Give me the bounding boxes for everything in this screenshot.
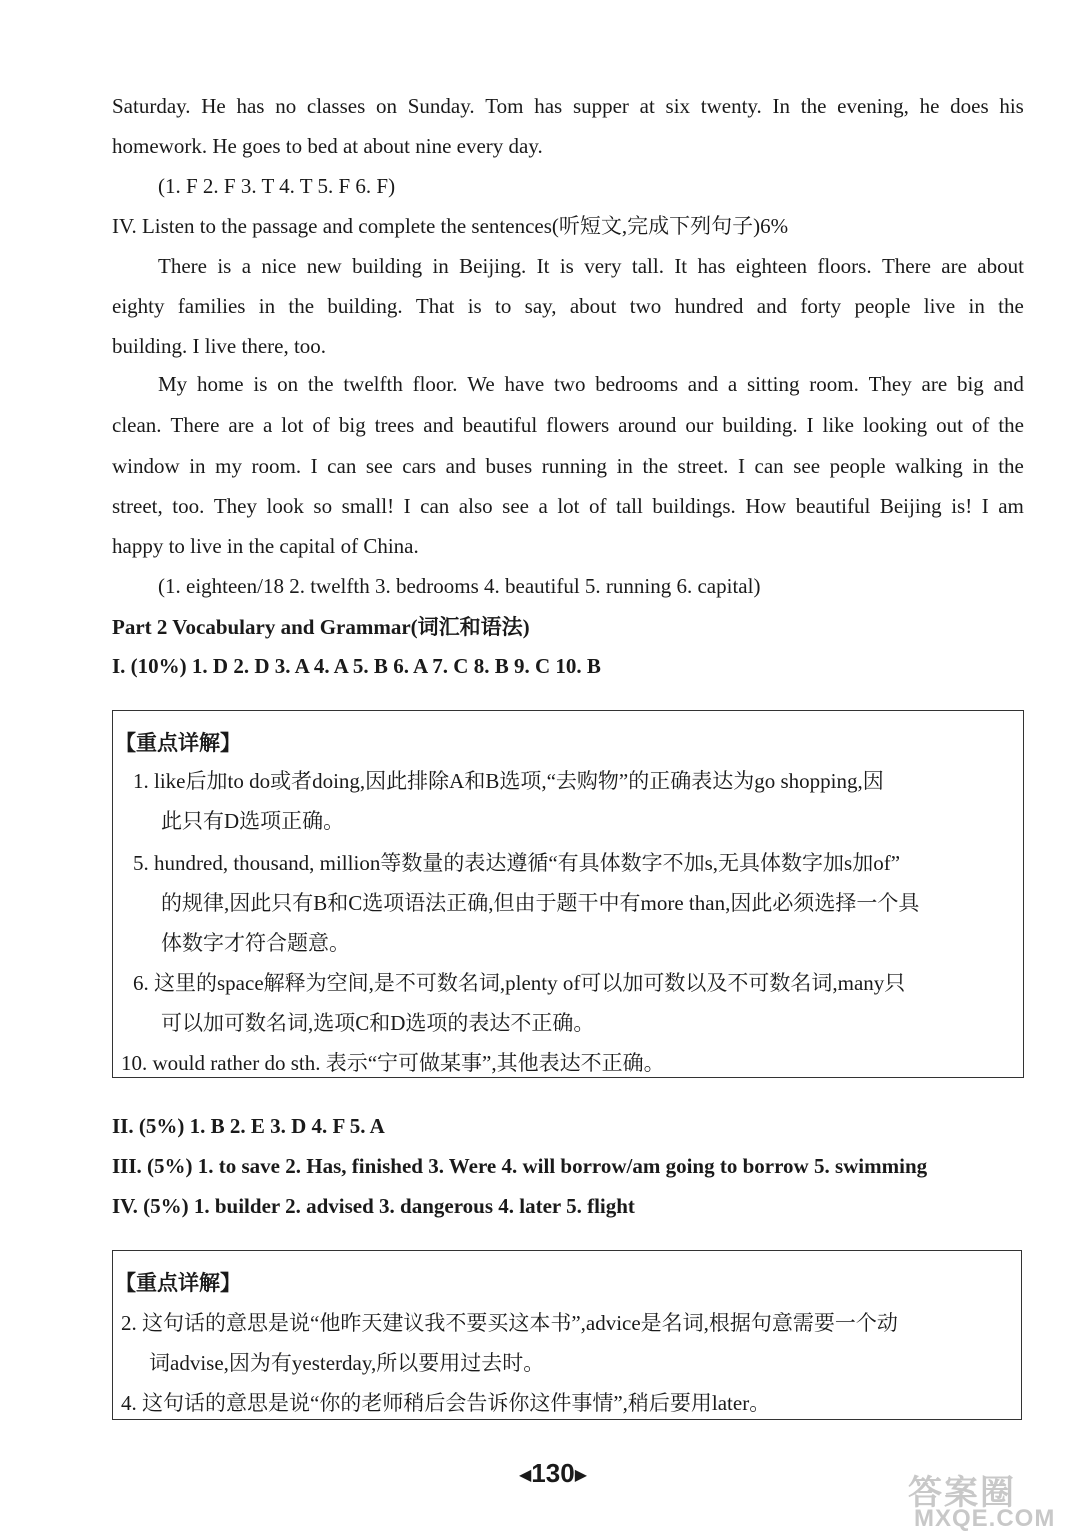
explanation-line: 词advise,因为有yesterday,所以要用过去时。 <box>149 1351 545 1375</box>
key-explanation-box-2 <box>112 1250 1022 1420</box>
explanation-line: 的规律,因此只有B和C选项语法正确,但由于题干中有more than,因此必须选择一个具 <box>161 891 920 915</box>
answers-row-2: II. (5%) 1. B 2. E 3. D 4. F 5. A <box>112 1114 385 1138</box>
box-title: 【重点详解】 <box>115 1271 241 1295</box>
paragraph-line: street, too. They look so small! I can also see a lot of tall buildings. How beautiful Beijing is! I am <box>112 494 1024 518</box>
paragraph-line: happy to live in the capital of China. <box>112 534 419 558</box>
page-number-value: 130 <box>531 1458 575 1488</box>
paragraph-line: building. I live there, too. <box>112 334 327 358</box>
paragraph-line: eighty families in the building. That is to say, about two hundred and forty people live in the <box>112 294 1024 318</box>
left-triangle-icon: ◀ <box>518 1467 532 1484</box>
watermark-logo <box>900 1465 1080 1535</box>
explanation-line: 可以加可数名词,选项C和D选项的表达不正确。 <box>161 1011 595 1035</box>
box-title: 【重点详解】 <box>115 731 241 755</box>
explanation-line: 体数字才符合题意。 <box>161 931 350 955</box>
page-number <box>498 1458 608 1489</box>
explanation-line: 1. like后加to do或者doing,因此排除A和B选项,“去购物”的正确表达为go shopping,因 <box>133 769 884 793</box>
paragraph-line: There is a nice new building in Beijing. It is very tall. It has eighteen floors. There are about <box>158 254 1024 278</box>
explanation-line: 10. would rather do sth. 表示“宁可做某事”,其他表达不正确。 <box>121 1051 665 1075</box>
section-4-title: IV. Listen to the passage and complete the sentences(听短文,完成下列句子)6% <box>112 214 789 238</box>
watermark-url: MXQE.COM <box>914 1505 1056 1532</box>
answers-row-3: III. (5%) 1. to save 2. Has, finished 3. Were 4. will borrow/am going to borrow 5. swimming <box>112 1154 928 1178</box>
explanation-line: 2. 这句话的意思是说“他昨天建议我不要买这本书”,advice是名词,根据句意需要一个动 <box>121 1311 898 1335</box>
answers-section-3: (1. F 2. F 3. T 4. T 5. F 6. F) <box>158 174 396 198</box>
explanation-line: 此只有D选项正确。 <box>161 809 345 833</box>
paragraph-line: My home is on the twelfth floor. We have two bedrooms and a sitting room. They are big and <box>158 372 1024 396</box>
key-explanation-box <box>112 710 1024 1078</box>
explanation-line: 4. 这句话的意思是说“你的老师稍后会告诉你这件事情”,稍后要用later。 <box>121 1391 771 1415</box>
paragraph-line: clean. There are a lot of big trees and beautiful flowers around our building. I like looking out of the <box>112 413 1024 437</box>
watermark-title: 答案圈 <box>908 1474 1016 1512</box>
right-triangle-icon: ▶ <box>574 1467 587 1484</box>
part-2-heading: Part 2 Vocabulary and Grammar(词汇和语法) <box>112 615 530 639</box>
explanation-line: 6. 这里的space解释为空间,是不可数名词,plenty of可以加可数以及不可数名词,many只 <box>133 971 906 995</box>
answers-row-4: IV. (5%) 1. builder 2. advised 3. dangerous 4. later 5. flight <box>112 1194 635 1218</box>
paragraph-line: window in my room. I can see cars and buses running in the street. I can see people walking in the <box>112 454 1024 478</box>
answers-row-1: I. (10%) 1. D 2. D 3. A 4. A 5. B 6. A 7. C 8. B 9. C 10. B <box>112 654 601 678</box>
answers-section-4: (1. eighteen/18 2. twelfth 3. bedrooms 4. beautiful 5. running 6. capital) <box>158 574 761 598</box>
paragraph-line: Saturday. He has no classes on Sunday. Tom has supper at six twenty. In the evening, he does his <box>112 94 1024 118</box>
explanation-line: 5. hundred, thousand, million等数量的表达遵循“有具体数字不加s,无具体数字加s加of” <box>133 851 901 875</box>
paragraph-line: homework. He goes to bed at about nine every day. <box>112 134 543 158</box>
